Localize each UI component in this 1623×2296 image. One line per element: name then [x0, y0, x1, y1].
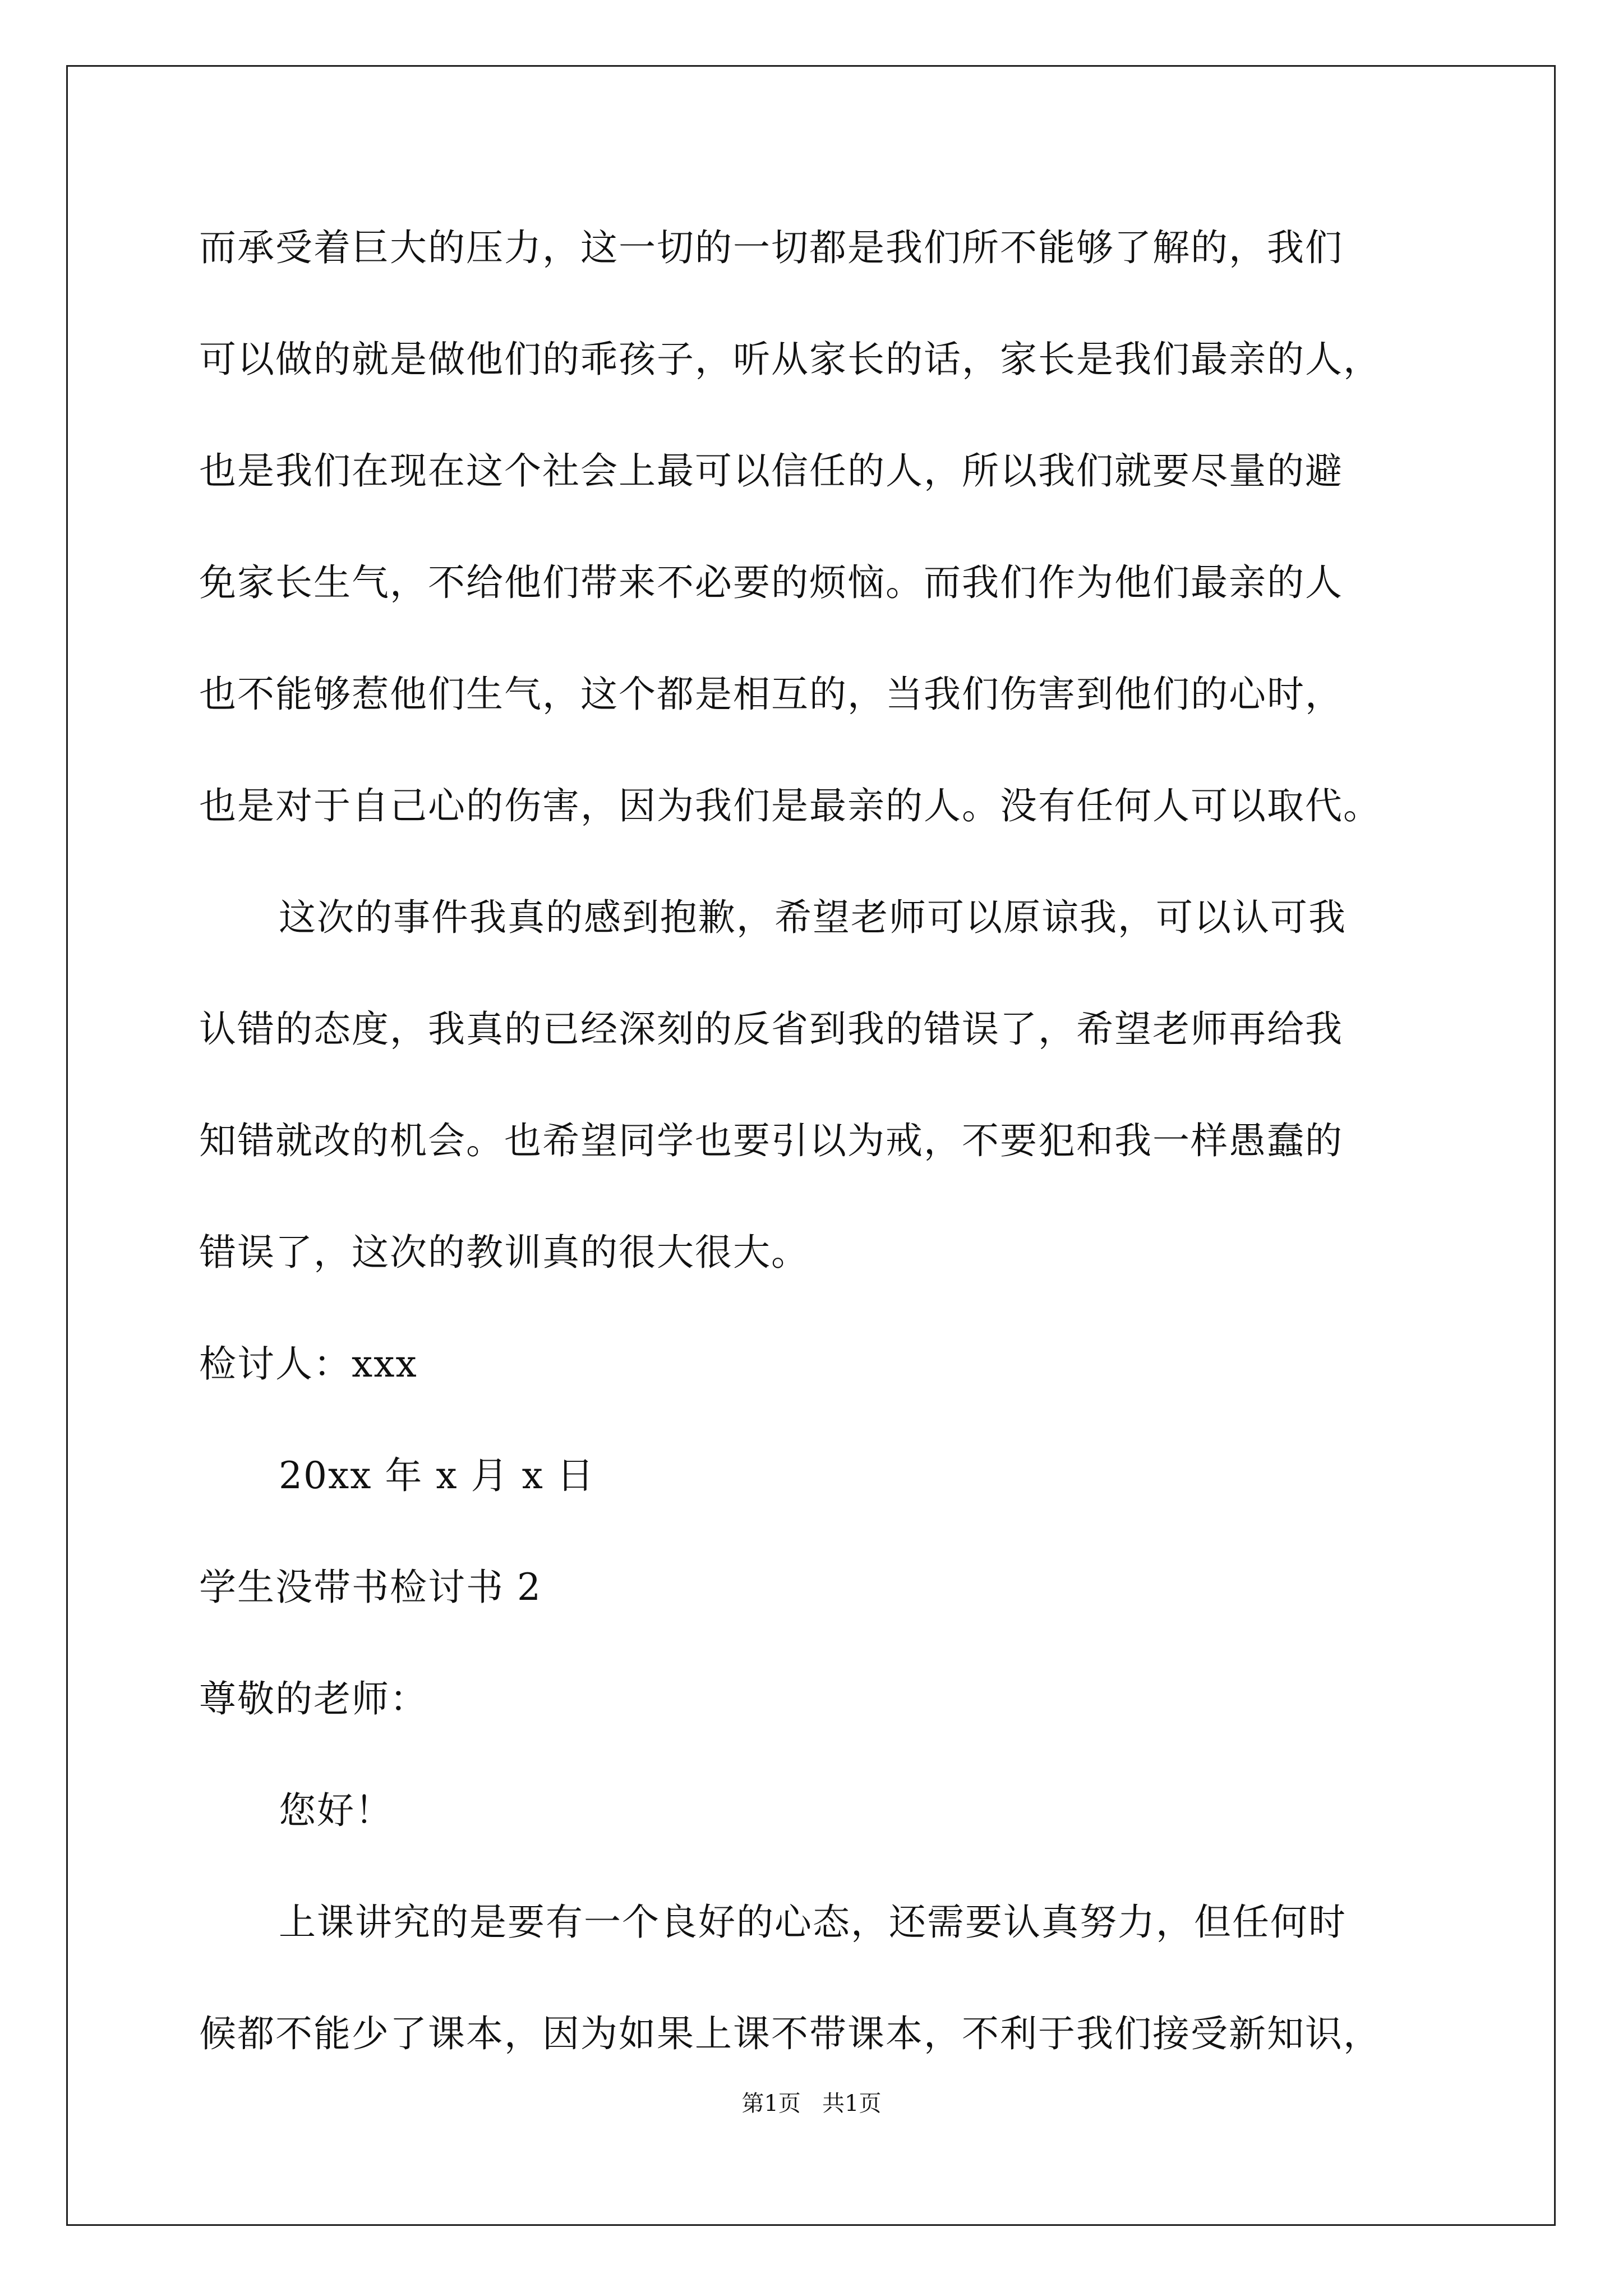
paragraph-line: 知错就改的机会。也希望同学也要引以为戒，不要犯和我一样愚蠢的 [199, 1119, 1343, 1162]
paragraph-line: 而承受着巨大的压力，这一切的一切都是我们所不能够了解的，我们 [199, 226, 1343, 269]
salutation: 尊敬的老师： [199, 1677, 428, 1720]
paragraph-line: 免家长生气，不给他们带来不必要的烦恼。而我们作为他们最亲的人 [199, 561, 1343, 604]
paragraph-line: 也是我们在现在这个社会上最可以信任的人，所以我们就要尽量的避 [199, 449, 1343, 493]
paragraph-line: 上课讲究的是要有一个良好的心态，还需要认真努力，但任何时 [279, 1901, 1347, 1944]
paragraph-line: 也不能够惹他们生气，这个都是相互的，当我们伤害到他们的心时， [199, 673, 1343, 716]
paragraph-line: 也是对于自己心的伤害，因为我们是最亲的人。没有任何人可以取代。 [199, 784, 1381, 827]
signature-line: 检讨人：xxx [199, 1342, 418, 1386]
paragraph-line: 候都不能少了课本，因为如果上课不带课本，不利于我们接受新知识， [199, 2012, 1381, 2055]
date-line: 20xx 年 x 月 x 日 [279, 1454, 595, 1497]
paragraph-line: 错误了，这次的教训真的很大很大。 [199, 1231, 809, 1274]
section-title: 学生没带书检讨书 2 [199, 1566, 542, 1609]
paragraph-line: 可以做的就是做他们的乖孩子，听从家长的话，家长是我们最亲的人， [199, 338, 1381, 381]
greeting: 您好！ [279, 1789, 393, 1832]
page-footer: 第1页 共1页 [741, 2091, 882, 2116]
paragraph-line: 认错的态度，我真的已经深刻的反省到我的错误了，希望老师再给我 [199, 1007, 1343, 1051]
paragraph-line: 这次的事件我真的感到抱歉，希望老师可以原谅我，可以认可我 [279, 896, 1347, 939]
